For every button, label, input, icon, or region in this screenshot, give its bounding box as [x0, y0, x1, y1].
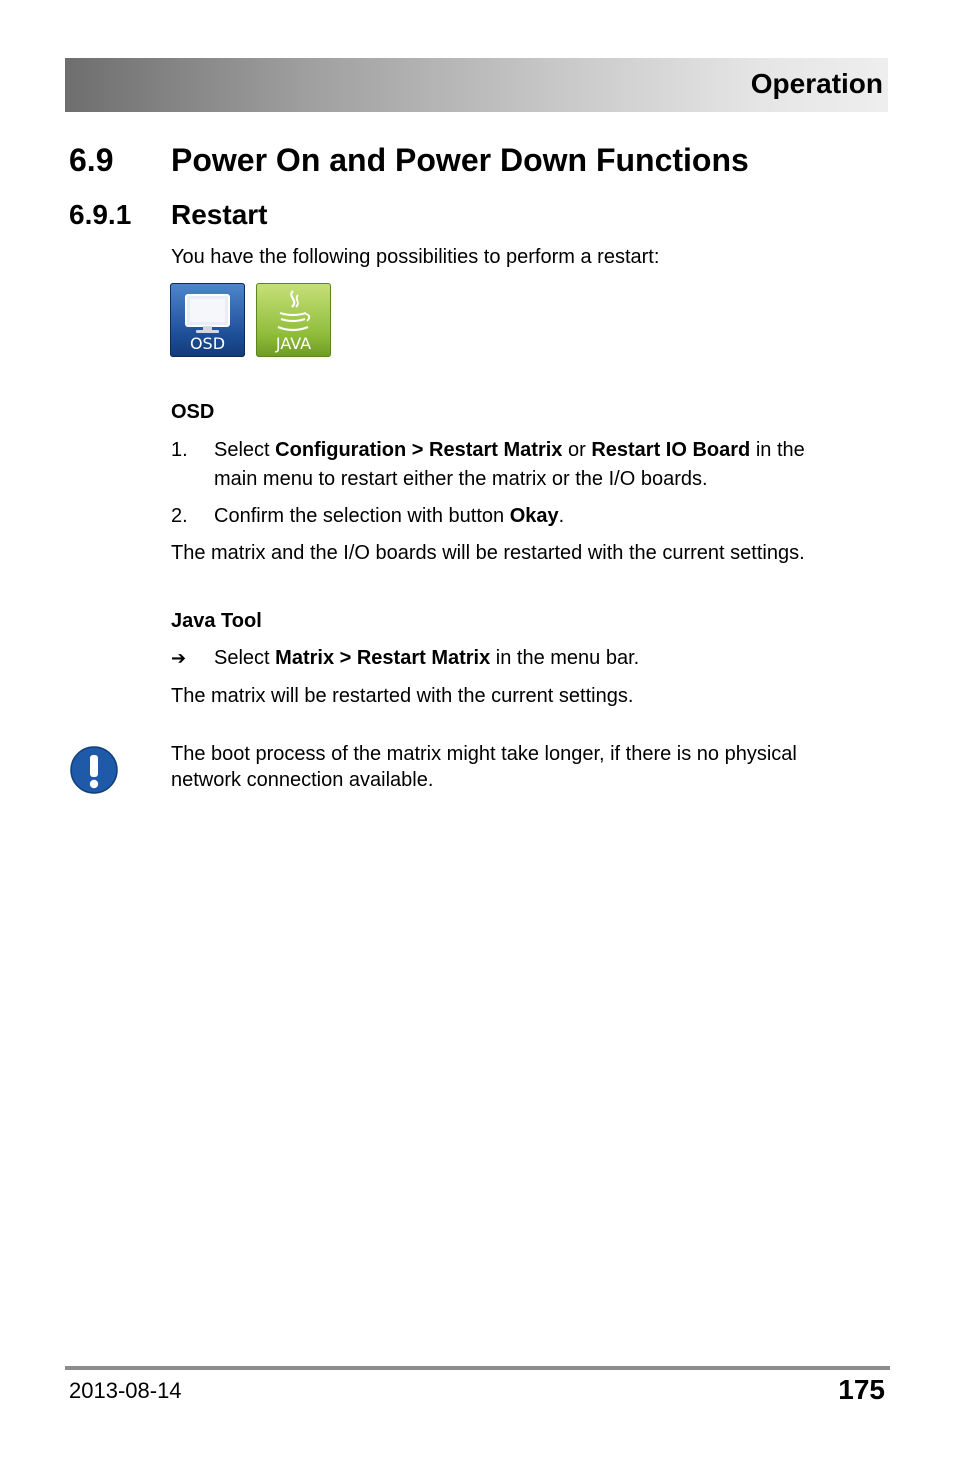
step-1-pre: Select: [214, 439, 276, 461]
header-title: Operation: [750, 68, 883, 99]
java-step-pre: Select: [214, 647, 276, 669]
step-1-number: 1.: [171, 439, 188, 461]
step-2-okay: Okay: [509, 505, 559, 527]
step-1-text: [214, 436, 805, 465]
step-1-line-2: main menu to restart either the matrix or the I/O boards.: [214, 468, 708, 490]
note-line-1: The boot process of the matrix might take longer, if there is no physical: [171, 743, 797, 765]
page-number: 175: [838, 1374, 885, 1405]
osd-icon-label: OSD: [189, 334, 226, 353]
java-menu-path: Matrix > Restart Matrix: [275, 647, 491, 669]
footer-date: 2013-08-14: [69, 1378, 182, 1403]
note-line-2: network connection available.: [171, 769, 434, 791]
step-1-menu-path: Configuration > Restart Matrix: [275, 439, 563, 461]
note-text: [171, 741, 797, 793]
osd-heading: OSD: [171, 401, 215, 423]
java-step-text: [214, 644, 639, 673]
step-1-post: in the: [750, 439, 805, 461]
step-2-post: .: [558, 505, 565, 527]
step-2-number: 2.: [171, 505, 188, 527]
arrow-icon: ➔: [171, 648, 187, 669]
intro-text: You have the following possibilities to perform a restart:: [171, 246, 660, 268]
osd-result: The matrix and the I/O boards will be restarted with the current settings.: [171, 542, 805, 564]
java-step-post: in the menu bar.: [490, 647, 640, 669]
exclamation-icon: [69, 746, 119, 796]
header-bar: [65, 58, 888, 112]
java-tile: [256, 283, 331, 357]
section-title: Power On and Power Down Functions: [171, 142, 749, 178]
section-number: 6.9: [69, 142, 114, 178]
step-1-or: or: [562, 439, 592, 461]
subsection-title: Restart: [171, 199, 268, 230]
java-heading: Java Tool: [171, 610, 262, 632]
java-result: The matrix will be restarted with the current settings.: [171, 685, 634, 707]
step-2-pre: Confirm the selection with button: [214, 505, 510, 527]
step-1-restart-io: Restart IO Board: [591, 439, 751, 461]
subsection-number: 6.9.1: [69, 199, 132, 230]
step-2-text: [214, 502, 564, 531]
osd-tile: [170, 283, 245, 357]
java-icon-label: JAVA: [275, 334, 312, 353]
footer-rule: [65, 1366, 890, 1370]
